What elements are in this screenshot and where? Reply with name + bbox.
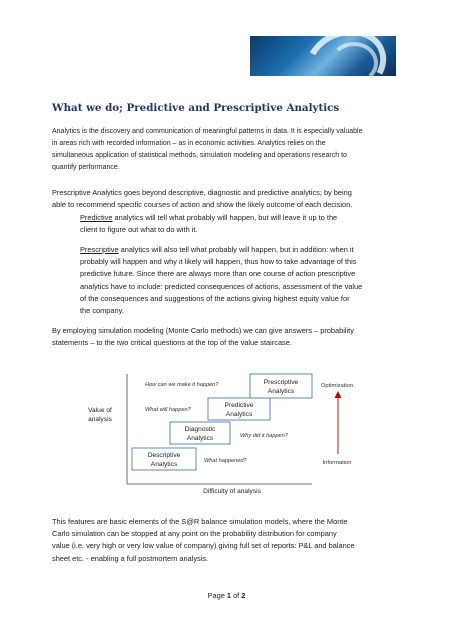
value-staircase-diagram: [80, 370, 380, 495]
page-total: 2: [241, 591, 246, 600]
diagnostic-label-line1: Diagnostic: [184, 426, 216, 433]
question-prescriptive: How can we make it happen?: [145, 382, 219, 388]
text-line: able to recommend specific courses of action and show the likely outcome of each decision.: [52, 200, 353, 210]
paragraph-analytics: [52, 126, 363, 174]
text-line: quantify performance.: [52, 164, 120, 171]
paragraph-sar-models: [52, 516, 355, 565]
text-line: predictive future. Since there are always more than one course of action prescriptive: [80, 269, 356, 279]
question-predictive: What will happen?: [145, 407, 191, 413]
optimization-label: Optimization: [320, 383, 354, 389]
optimization-arrow-head: [335, 391, 342, 398]
paragraph-predictive: [80, 212, 337, 236]
staircase-svg: [80, 370, 380, 495]
text-line: [80, 212, 337, 224]
paragraph-prescriptive-intro: [52, 187, 352, 211]
y-axis-label-line2: analysis: [88, 416, 112, 423]
x-axis-label: Difficulty of analysis: [203, 488, 261, 495]
predictive-term: Predictive: [80, 213, 113, 222]
text-line: sheet etc. - enabling a full postmortem analysis.: [52, 553, 209, 563]
wave-crest-inner: [330, 42, 378, 76]
text-span: analytics will also tell what probably will happen, but in addition: when it: [118, 245, 354, 254]
descriptive-label-line1: Descriptive: [147, 452, 181, 459]
text-line: the company.: [80, 306, 124, 316]
y-axis-label-line1: Value of: [88, 407, 112, 414]
text-line: simultaneous application of statistical methods, simulation modeling and operations research to: [52, 152, 347, 159]
prescriptive-term: Prescriptive: [80, 245, 119, 254]
page-footer: [0, 591, 453, 600]
text-line: probably will happen and why it likely will happen, thus how to take advantage of this: [80, 257, 357, 267]
predictive-label-line1: Predictive: [224, 402, 254, 409]
paragraph-monte-carlo: [52, 325, 354, 349]
footer-prefix: Page: [207, 591, 227, 600]
text-line: client to figure out what to do with it.: [80, 225, 198, 235]
text-line: analytics have to include: predicted consequences of actions, assessment of the value: [80, 281, 363, 291]
text-line: This features are basic elements of the S@R balance simulation models, where the Monte: [52, 517, 348, 526]
page-current: 1: [226, 591, 232, 600]
prescriptive-label-line2: Analytics: [267, 388, 295, 395]
text-line: value (i.e. very high or very low value of company) giving full set of reports: P&L and balance: [52, 541, 355, 551]
wave-banner-image: [250, 36, 396, 76]
text-line: Carlo simulation can be stopped at any point on the probability distribution for company: [52, 529, 337, 539]
text-line: of the consequences and suggestions of the actions giving highest equity value for: [80, 293, 350, 303]
question-descriptive: What happened?: [204, 458, 247, 464]
paragraph-prescriptive: [80, 244, 362, 317]
predictive-label-line2: Analytics: [225, 411, 253, 418]
text-line: By employing simulation modeling (Monte Carlo methods) we can give answers – probability: [52, 326, 354, 335]
text-line: in areas rich with recorded information – as in economic activities. Analytics relies on the: [52, 140, 326, 147]
question-diagnostic: Why did it happen?: [240, 433, 288, 439]
text-line: statements – to the two critical questions at the top of the value staircase.: [52, 338, 292, 348]
descriptive-label-line2: Analytics: [150, 461, 178, 468]
information-label: Information: [322, 460, 352, 466]
text-line: Analytics is the discovery and communication of meaningful patterns in data. It is especially valuable: [52, 128, 363, 135]
text-line: Prescriptive Analytics goes beyond descriptive, diagnostic and predictive analytics; by being: [52, 188, 352, 197]
prescriptive-label-line1: Prescriptive: [263, 379, 299, 386]
text-span: analytics will tell what probably will happen, but will leave it up to the: [112, 213, 338, 222]
footer-mid: of: [231, 591, 242, 600]
text-line: [80, 244, 362, 256]
page-title: What we do; Predictive and Prescriptive Analytics: [52, 102, 340, 114]
diagnostic-label-line2: Analytics: [186, 435, 214, 442]
